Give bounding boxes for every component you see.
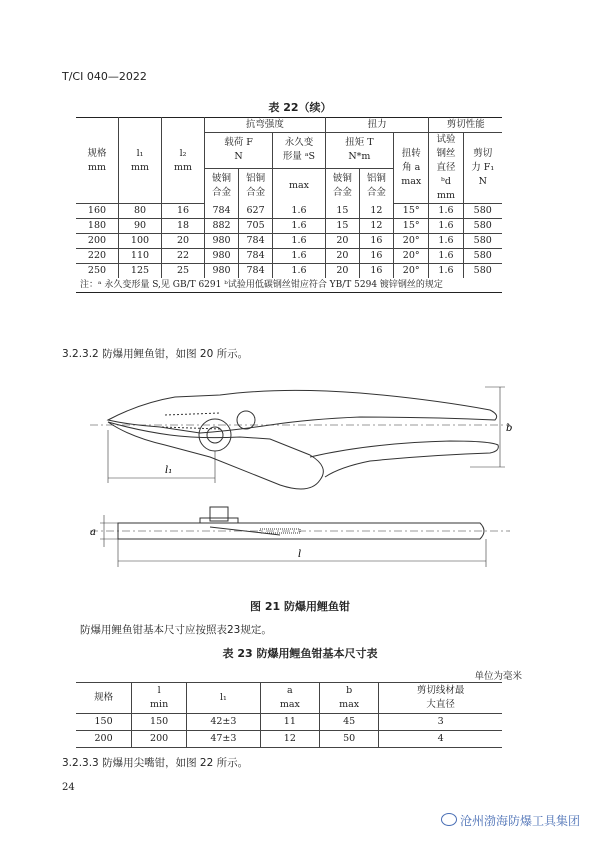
table-cell: 20: [325, 249, 359, 264]
table-cell: 1.6: [429, 234, 463, 249]
th-spec: 规格 mm: [76, 118, 119, 204]
table-cell: 980: [205, 234, 239, 249]
table-header-cell: l min: [132, 683, 187, 714]
label-l1: l₁: [165, 465, 173, 476]
section-3-2-3-2: 3.2.3.2 防爆用鲤鱼钳，如图 20 所示。: [62, 348, 249, 360]
table-cell: 15: [325, 204, 359, 219]
table-cell: 200: [76, 234, 119, 249]
table-cell: 200: [76, 731, 132, 748]
section-3-2-3-3: 3.2.3.3 防爆用尖嘴钳，如图 22 所示。: [62, 757, 249, 769]
table-cell: 22: [162, 249, 205, 264]
table-cell: 150: [132, 714, 187, 731]
table-cell: 1.6: [273, 204, 326, 219]
th-load: 载荷 F N: [205, 133, 273, 169]
table-row: [76, 264, 502, 279]
table-cell: 16: [359, 249, 393, 264]
watermark-text: 沧州渤海防爆工具集团: [459, 814, 580, 828]
th-al: 铝铜 合金: [239, 168, 273, 203]
table-header-cell: b max: [319, 683, 378, 714]
table-23: [76, 682, 502, 748]
table-row: [76, 249, 502, 264]
table-cell: 4: [379, 731, 502, 748]
table-cell: 50: [319, 731, 378, 748]
table-cell: 627: [239, 204, 273, 219]
table-cell: 1.6: [429, 204, 463, 219]
th-bend: 抗弯强度: [205, 118, 326, 133]
table23-unit: 单位为毫米: [474, 671, 522, 682]
table-row: [76, 714, 502, 731]
table-cell: 980: [205, 249, 239, 264]
th-angle-max: max: [401, 176, 422, 187]
table-cell: 15°: [393, 204, 429, 219]
th-l1: l₁ mm: [119, 118, 162, 204]
table-cell: 16: [359, 234, 393, 249]
th-torque: 扭力: [325, 118, 429, 133]
table-cell: 16: [162, 204, 205, 219]
table-cell: 80: [119, 204, 162, 219]
table-cell: 150: [76, 714, 132, 731]
label-l: l: [298, 549, 302, 560]
table22-title: 表 22（续）: [268, 101, 332, 114]
table23-title: 表 23 防爆用鲤鱼钳基本尺寸表: [222, 647, 378, 660]
table-cell: 42±3: [187, 714, 261, 731]
table-22: [76, 117, 502, 293]
table-cell: 580: [463, 249, 502, 264]
table-cell: 25: [162, 264, 205, 279]
th-al2: 铝铜 合金: [359, 168, 393, 203]
table-cell: 882: [205, 219, 239, 234]
table-cell: 11: [260, 714, 319, 731]
th-bc: 铍铜 合金: [205, 168, 239, 203]
table-cell: 20: [325, 234, 359, 249]
table-cell: 16: [359, 264, 393, 279]
figure-caption: 图 21 防爆用鲤鱼钳: [250, 600, 350, 613]
watermark: [441, 812, 580, 829]
table-cell: 100: [119, 234, 162, 249]
table-cell: 12: [359, 204, 393, 219]
table-header-cell: 规格: [76, 683, 132, 714]
table-cell: 20°: [393, 264, 429, 279]
table-cell: 20°: [393, 249, 429, 264]
table-cell: 1.6: [273, 234, 326, 249]
th-torq: 扭矩 T N*m: [325, 133, 393, 169]
table-cell: 580: [463, 264, 502, 279]
table-cell: 1.6: [429, 249, 463, 264]
table-cell: 784: [239, 249, 273, 264]
table-cell: 1.6: [429, 264, 463, 279]
th-angle-text: 扭转 角 a: [401, 148, 421, 173]
th-wire: 试验 钢丝 直径 ᵇd mm: [429, 133, 463, 204]
table-row: [76, 234, 502, 249]
wechat-icon: [441, 813, 457, 826]
table-cell: 1.6: [273, 249, 326, 264]
table-cell: 580: [463, 234, 502, 249]
table-cell: 3: [379, 714, 502, 731]
table-cell: 580: [463, 204, 502, 219]
table-cell: 980: [205, 264, 239, 279]
table-row: [76, 204, 502, 219]
document-header: T/CI 040—2022: [62, 70, 147, 83]
table-cell: 125: [119, 264, 162, 279]
table-cell: 784: [239, 264, 273, 279]
th-max: max: [273, 168, 326, 203]
table-cell: 784: [205, 204, 239, 219]
table-cell: 784: [239, 234, 273, 249]
table-cell: 200: [132, 731, 187, 748]
table-cell: 45: [319, 714, 378, 731]
label-a: a: [90, 527, 96, 538]
table-cell: 705: [239, 219, 273, 234]
table-cell: 18: [162, 219, 205, 234]
table-cell: 15: [325, 219, 359, 234]
th-l2: l₂ mm: [162, 118, 205, 204]
table-cell: 1.6: [273, 219, 326, 234]
table-cell: 47±3: [187, 731, 261, 748]
th-cut: 剪切性能: [429, 118, 502, 133]
table-cell: 220: [76, 249, 119, 264]
table-cell: 12: [260, 731, 319, 748]
pliers-figure: [70, 375, 520, 575]
table-cell: 180: [76, 219, 119, 234]
th-perm: 永久变 形量 ᵃS: [273, 133, 326, 169]
table-cell: 250: [76, 264, 119, 279]
table-header-cell: l₁: [187, 683, 261, 714]
table-cell: 1.6: [273, 264, 326, 279]
th-bc2: 铍铜 合金: [325, 168, 359, 203]
table-cell: 110: [119, 249, 162, 264]
table-cell: 160: [76, 204, 119, 219]
page-number: 24: [62, 782, 75, 793]
paragraph: 防爆用鲤鱼钳基本尺寸应按照表23规定。: [80, 624, 272, 636]
table-cell: 20: [325, 264, 359, 279]
table-cell: 15°: [393, 219, 429, 234]
table-cell: 90: [119, 219, 162, 234]
table-cell: 580: [463, 219, 502, 234]
table22-note: 注：ᵃ 永久变形量 S,见 GB/T 6291 ᵇ试验用低碳钢丝钳应符合 YB/T 5294 镀锌钢丝的规定: [80, 280, 443, 290]
th-angle: [393, 133, 429, 204]
table-header-cell: 剪切线材最 大直径: [379, 683, 502, 714]
table-cell: 12: [359, 219, 393, 234]
table-row: [76, 731, 502, 748]
th-shear: 剪切 力 F₁ N: [463, 133, 502, 204]
table-cell: 20: [162, 234, 205, 249]
table-cell: 20°: [393, 234, 429, 249]
label-b: b: [506, 423, 513, 434]
table-row: [76, 219, 502, 234]
table-header-cell: a max: [260, 683, 319, 714]
table-cell: 1.6: [429, 219, 463, 234]
